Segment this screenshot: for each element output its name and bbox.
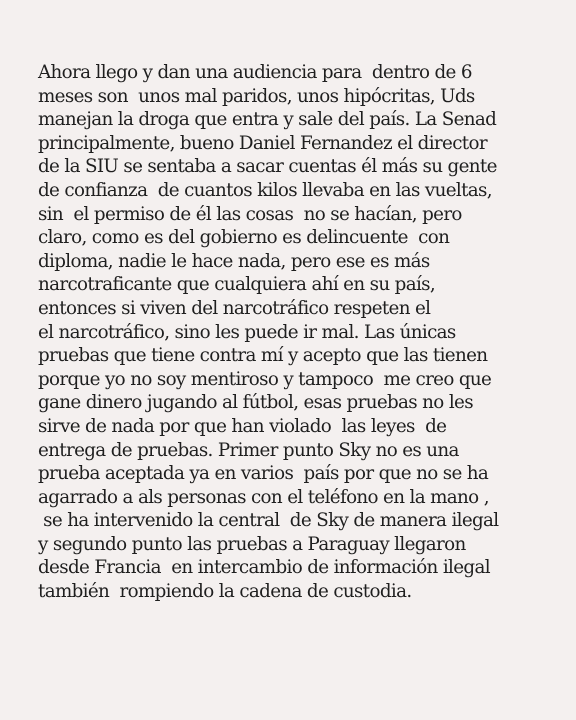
text-line: desde Francia en intercambio de información ilegal [38, 557, 490, 579]
text-line: también rompiendo la cadena de custodia. [38, 581, 412, 603]
text-line: de la SIU se sentaba a sacar cuentas él más su gente [38, 156, 497, 178]
text-line: gane dinero jugando al fútbol, esas pruebas no les [38, 392, 473, 414]
text-line: entrega de pruebas. Primer punto Sky no es una [38, 439, 459, 461]
statement-text [38, 61, 558, 604]
text-line: claro, como es del gobierno es delincuente con [38, 227, 450, 249]
text-line: porque yo no soy mentiroso y tampoco me creo que [38, 368, 492, 390]
text-line: y segundo punto las pruebas a Paraguay llegaron [38, 533, 466, 555]
text-line: narcotraficante que cualquiera ahí en su país, [38, 274, 436, 296]
text-line: meses son unos mal paridos, unos hipócritas, Uds [38, 85, 475, 107]
text-line: diploma, nadie le hace nada, pero ese es más [38, 250, 430, 272]
text-line: sin el permiso de él las cosas no se hacían, pero [38, 203, 462, 225]
text-line: principalmente, bueno Daniel Fernandez el director [38, 132, 487, 154]
text-line: Ahora llego y dan una audiencia para dentro de 6 [38, 62, 472, 83]
text-line: agarrado a als personas con el teléfono en la mano , [38, 486, 489, 508]
text-line: prueba aceptada ya en varios país por que no se ha [38, 463, 489, 485]
text-line: sirve de nada por que han violado las leyes de [38, 415, 447, 437]
text-line: se ha intervenido la central de Sky de manera ilegal [38, 510, 499, 532]
text-line: entonces si viven del narcotráfico respeten el [38, 297, 431, 319]
text-line: pruebas que tiene contra mí y acepto que las tienen [38, 345, 488, 367]
text-line: el narcotráfico, sino les puede ir mal. Las únicas [38, 321, 456, 343]
text-line: manejan la droga que entra y sale del país. La Senad [38, 109, 497, 131]
text-line: de confianza de cuantos kilos llevaba en las vueltas, [38, 179, 492, 201]
